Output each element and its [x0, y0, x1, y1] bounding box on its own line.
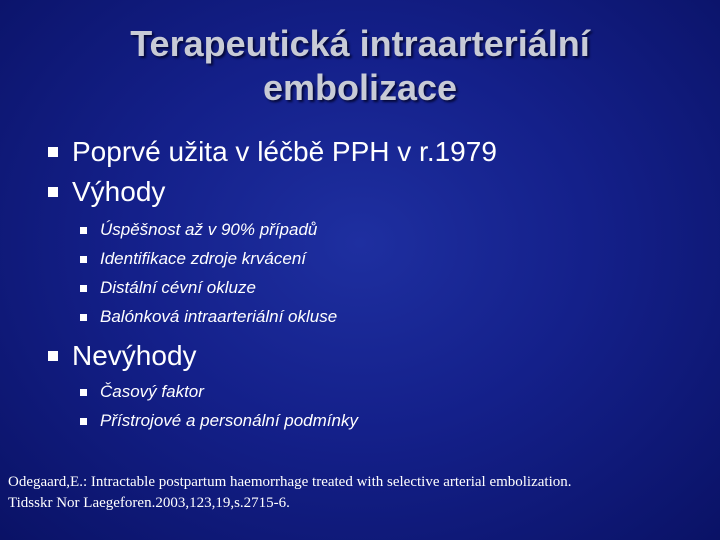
sub-bullet-text: Přístrojové a personální podmínky: [100, 411, 358, 430]
bullet-item: [48, 340, 197, 372]
square-bullet-icon: [48, 187, 58, 197]
reference-citation: [8, 472, 708, 514]
square-bullet-icon: [80, 314, 87, 321]
square-bullet-icon: [80, 418, 87, 425]
sub-bullet-text: Úspěšnost až v 90% případů: [100, 220, 318, 239]
bullet-text: Výhody: [72, 176, 166, 207]
square-bullet-icon: [80, 227, 87, 234]
bullet-item: [48, 136, 497, 168]
square-bullet-icon: [80, 256, 87, 263]
square-bullet-icon: [80, 285, 87, 292]
bullet-item: [48, 176, 165, 208]
sub-bullet-item: [80, 382, 204, 402]
reference-line-2: Tidsskr Nor Laegeforen.2003,123,19,s.2715-6.: [8, 495, 290, 511]
sub-bullet-item: [80, 278, 256, 298]
slide-title-line-2: embolizace: [262, 67, 458, 108]
sub-bullet-text: Balónková intraarteriální okluse: [100, 307, 338, 326]
sub-bullet-item: [80, 307, 337, 327]
sub-bullet-item: [80, 220, 317, 240]
bullet-text: Nevýhody: [72, 340, 197, 371]
slide-title: [40, 22, 680, 110]
reference-line-1: Odegaard,E.: Intractable postpartum haemorrhage treated with selective arterial embolization.: [8, 474, 572, 490]
sub-bullet-text: Identifikace zdroje krvácení: [100, 249, 306, 268]
bullet-text: Poprvé užita v léčbě PPH v r.1979: [72, 136, 497, 167]
square-bullet-icon: [48, 147, 58, 157]
sub-bullet-text: Distální cévní okluze: [100, 278, 256, 297]
square-bullet-icon: [80, 389, 87, 396]
sub-bullet-item: [80, 249, 306, 269]
square-bullet-icon: [48, 351, 58, 361]
slide-title-line-1: Terapeutická intraarteriální: [130, 23, 590, 64]
sub-bullet-item: [80, 411, 358, 431]
sub-bullet-text: Časový faktor: [100, 382, 204, 401]
